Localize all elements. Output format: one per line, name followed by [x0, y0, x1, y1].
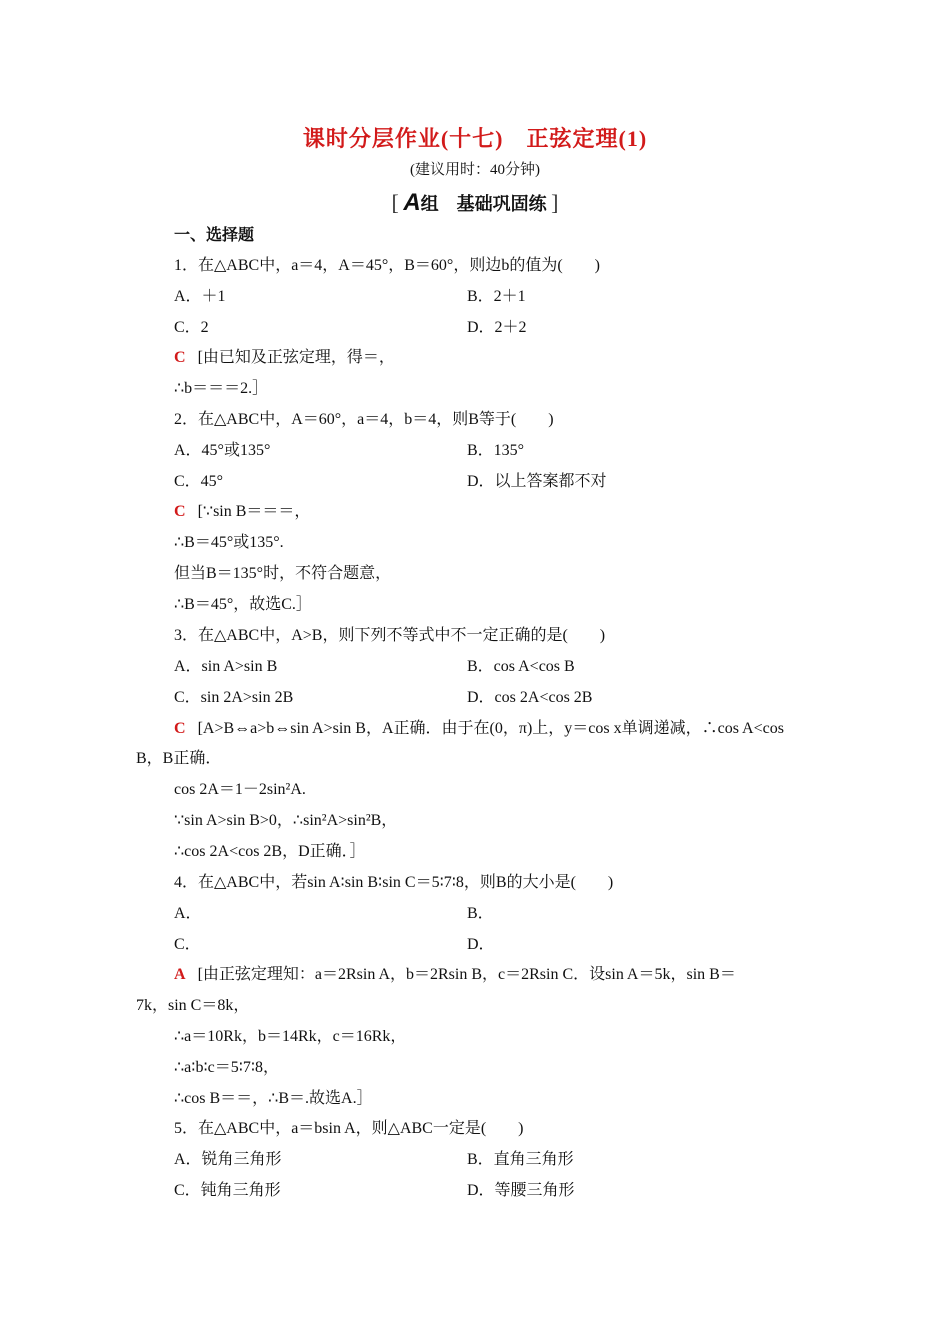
question-4-stem: 4．在△ABC中，若sin A∶sin B∶sin C＝5∶7∶8，则B的大小是( ) — [174, 874, 614, 891]
q3-option-d: D．cos 2A<cos 2B — [467, 689, 593, 706]
time-suggestion: (建议用时：40分钟) — [410, 162, 540, 178]
question-2-stem: 2．在△ABC中，A＝60°，a＝4，b＝4，则B等于( ) — [174, 411, 554, 428]
q2-answer: C — [174, 503, 186, 520]
q2-solution-line-1: C [∵sin B＝＝＝， — [174, 503, 311, 520]
question-5-stem: 5．在△ABC中，a＝bsin A，则△ABC一定是( ) — [174, 1120, 524, 1137]
q4-solution-line-4: ∴a∶b∶c＝5∶7∶8， — [174, 1059, 280, 1076]
q2-option-a: A．45°或135° — [174, 442, 271, 459]
q3-option-a: A．sin A>sin B — [174, 658, 278, 675]
group-label: 组 基础巩固练 — [420, 194, 547, 214]
q1-solution-line-1: C [由已知及正弦定理，得＝， — [174, 349, 395, 366]
q3-solution-line-2: B，B正确． — [136, 750, 222, 767]
q2-option-b: B．135° — [467, 442, 525, 459]
q4-solution-line-5: ∴cos B＝＝，∴B＝.故选A.］ — [174, 1090, 373, 1107]
q5-option-d: D．等腰三角形 — [467, 1182, 575, 1199]
group-heading — [0, 189, 950, 217]
q4-solution-line-2: 7k，sin C＝8k， — [136, 997, 250, 1014]
q3-solution-line-3: cos 2A＝1－2sin²A. — [174, 781, 306, 798]
q4-option-c: C． — [174, 936, 201, 953]
q2-option-d: D．以上答案都不对 — [467, 473, 607, 490]
q5-option-a: A．锐角三角形 — [174, 1151, 282, 1168]
page-title: 课时分层作业(十七) 正弦定理(1) — [302, 126, 648, 151]
q4-solution-line-3: ∴a＝10Rk，b＝14Rk，c＝16Rk， — [174, 1028, 407, 1045]
q5-option-c: C．钝角三角形 — [174, 1182, 281, 1199]
q5-option-b: B．直角三角形 — [467, 1151, 574, 1168]
q3-solution-line-4: ∵sin A>sin B>0，∴sin²A>sin²B， — [174, 812, 398, 829]
q2-solution-line-2: ∴B＝45°或135°. — [174, 534, 284, 551]
q1-option-b: B．2＋1 — [467, 288, 526, 305]
q3-option-c: C．sin 2A>sin 2B — [174, 689, 294, 706]
section-title: 一、选择题 — [174, 227, 255, 244]
q3-answer: C — [174, 720, 186, 737]
question-3-stem: 3．在△ABC中，A>B，则下列不等式中不一定正确的是( ) — [174, 627, 606, 644]
q1-option-d: D．2＋2 — [467, 319, 527, 336]
q3-option-b: B．cos A<cos B — [467, 658, 575, 675]
q1-answer: C — [174, 349, 186, 366]
q4-option-d: D． — [467, 936, 495, 953]
q2-option-c: C．45° — [174, 473, 224, 490]
q2-solution-line-4: ∴B＝45°，故选C.］ — [174, 596, 312, 613]
q1-option-a: A．＋1 — [174, 288, 226, 305]
q2-solution-line-3: 但当B＝135°时，不符合题意， — [174, 565, 392, 582]
q3-solution-line-5: ∴cos 2A<cos 2B，D正确．］ — [174, 843, 366, 860]
q4-answer: A — [174, 966, 186, 983]
q4-option-a: A． — [174, 905, 202, 922]
question-1-stem: 1．在△ABC中，a＝4，A＝45°，B＝60°，则边b的值为( ) — [174, 257, 600, 274]
q4-option-b: B． — [467, 905, 494, 922]
q1-solution-line-2: ∴b＝＝＝2.］ — [174, 380, 269, 397]
left-bracket-decoration: [ — [391, 190, 399, 215]
q4-solution-line-1: A [由正弦定理知：a＝2Rsin A，b＝2Rsin B，c＝2Rsin C．设sin A＝5k，sin B＝ — [174, 966, 736, 983]
group-letter: A — [403, 189, 421, 216]
right-bracket-decoration: ] — [551, 190, 559, 215]
q3-solution-line-1: C [A>B⇔a>b⇔sin A>sin B，A正确．由于在(0，π)上，y＝cos x单调递减，∴cos A<cos — [174, 720, 784, 737]
q1-option-c: C．2 — [174, 319, 209, 336]
